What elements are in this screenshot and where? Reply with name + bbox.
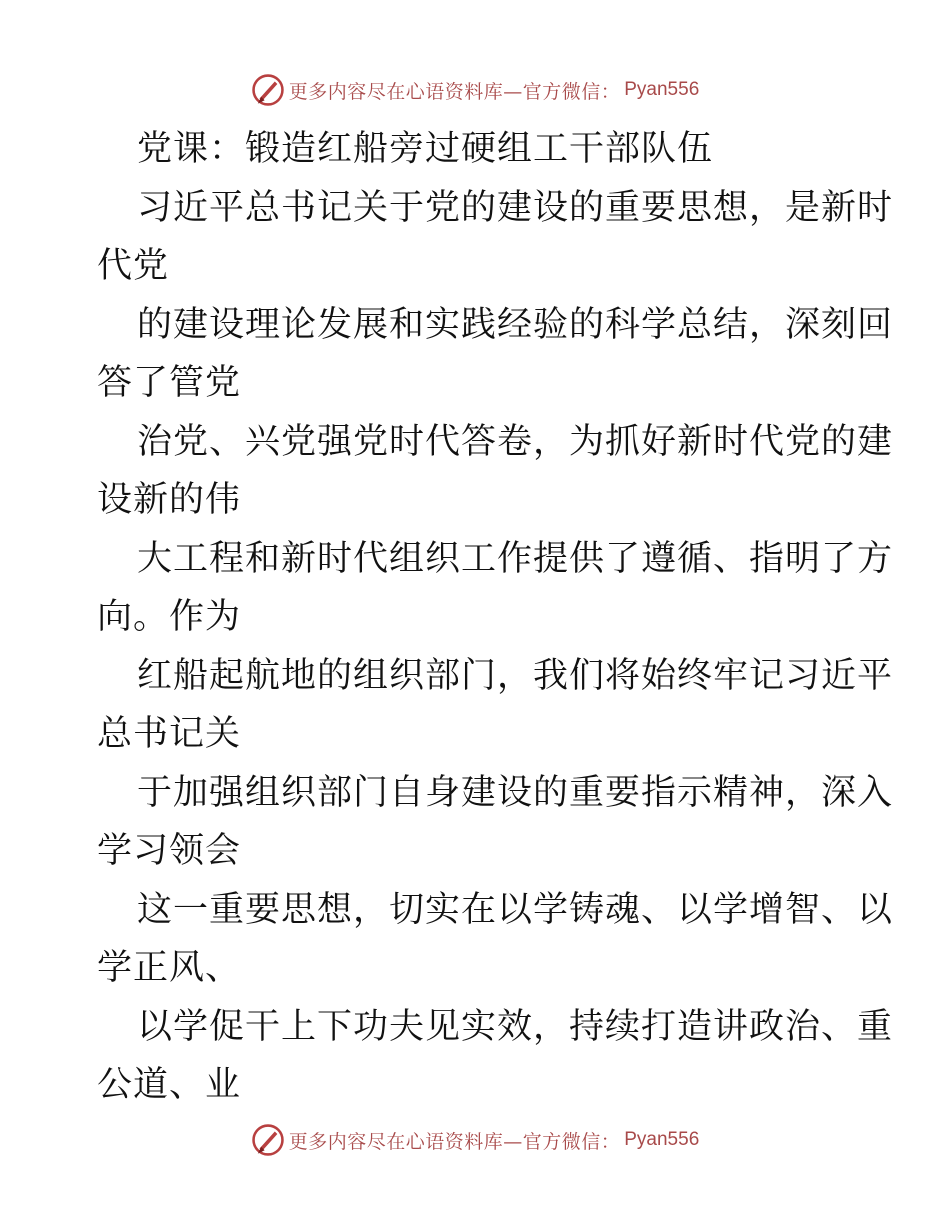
document-body (97, 120, 894, 1115)
quill-seal-icon (251, 73, 285, 107)
body-line: 答了管党 (97, 363, 242, 403)
body-line: 代党 (97, 246, 170, 286)
document-title: 党课：锻造红船旁过硬组工干部队伍 (137, 129, 714, 169)
body-line: 治党、兴党强党时代答卷，为抓好新时代党的建 (137, 421, 894, 462)
wechat-id: Pyan556 (624, 1129, 700, 1150)
body-line: 于加强组织部门自身建设的重要指示精神，深入 (137, 772, 894, 813)
body-line: 学习领会 (97, 831, 242, 871)
banner-text: 更多内容尽在心语资料库—官方微信： (288, 80, 621, 103)
body-line: 公道、业 (97, 1065, 242, 1105)
body-line: 习近平总书记关于党的建设的重要思想，是新时 (137, 187, 894, 228)
body-line: 设新的伟 (97, 480, 242, 520)
body-line: 大工程和新时代组织工作提供了遵循、指明了方 (137, 538, 894, 579)
body-line: 向。作为 (97, 597, 242, 637)
footer-banner (0, 1120, 950, 1160)
quill-seal-icon (251, 1123, 285, 1157)
body-line: 红船起航地的组织部门，我们将始终牢记习近平 (137, 655, 894, 696)
body-line: 的建设理论发展和实践经验的科学总结，深刻回 (137, 304, 894, 345)
body-line: 这一重要思想，切实在以学铸魂、以学增智、以 (137, 889, 894, 930)
banner-text: 更多内容尽在心语资料库—官方微信： (288, 1130, 621, 1153)
body-line: 以学促干上下功夫见实效，持续打造讲政治、重 (137, 1006, 894, 1047)
header-banner (0, 70, 950, 110)
body-line: 学正风、 (97, 948, 242, 988)
wechat-id: Pyan556 (624, 79, 700, 100)
body-line: 总书记关 (97, 714, 242, 754)
